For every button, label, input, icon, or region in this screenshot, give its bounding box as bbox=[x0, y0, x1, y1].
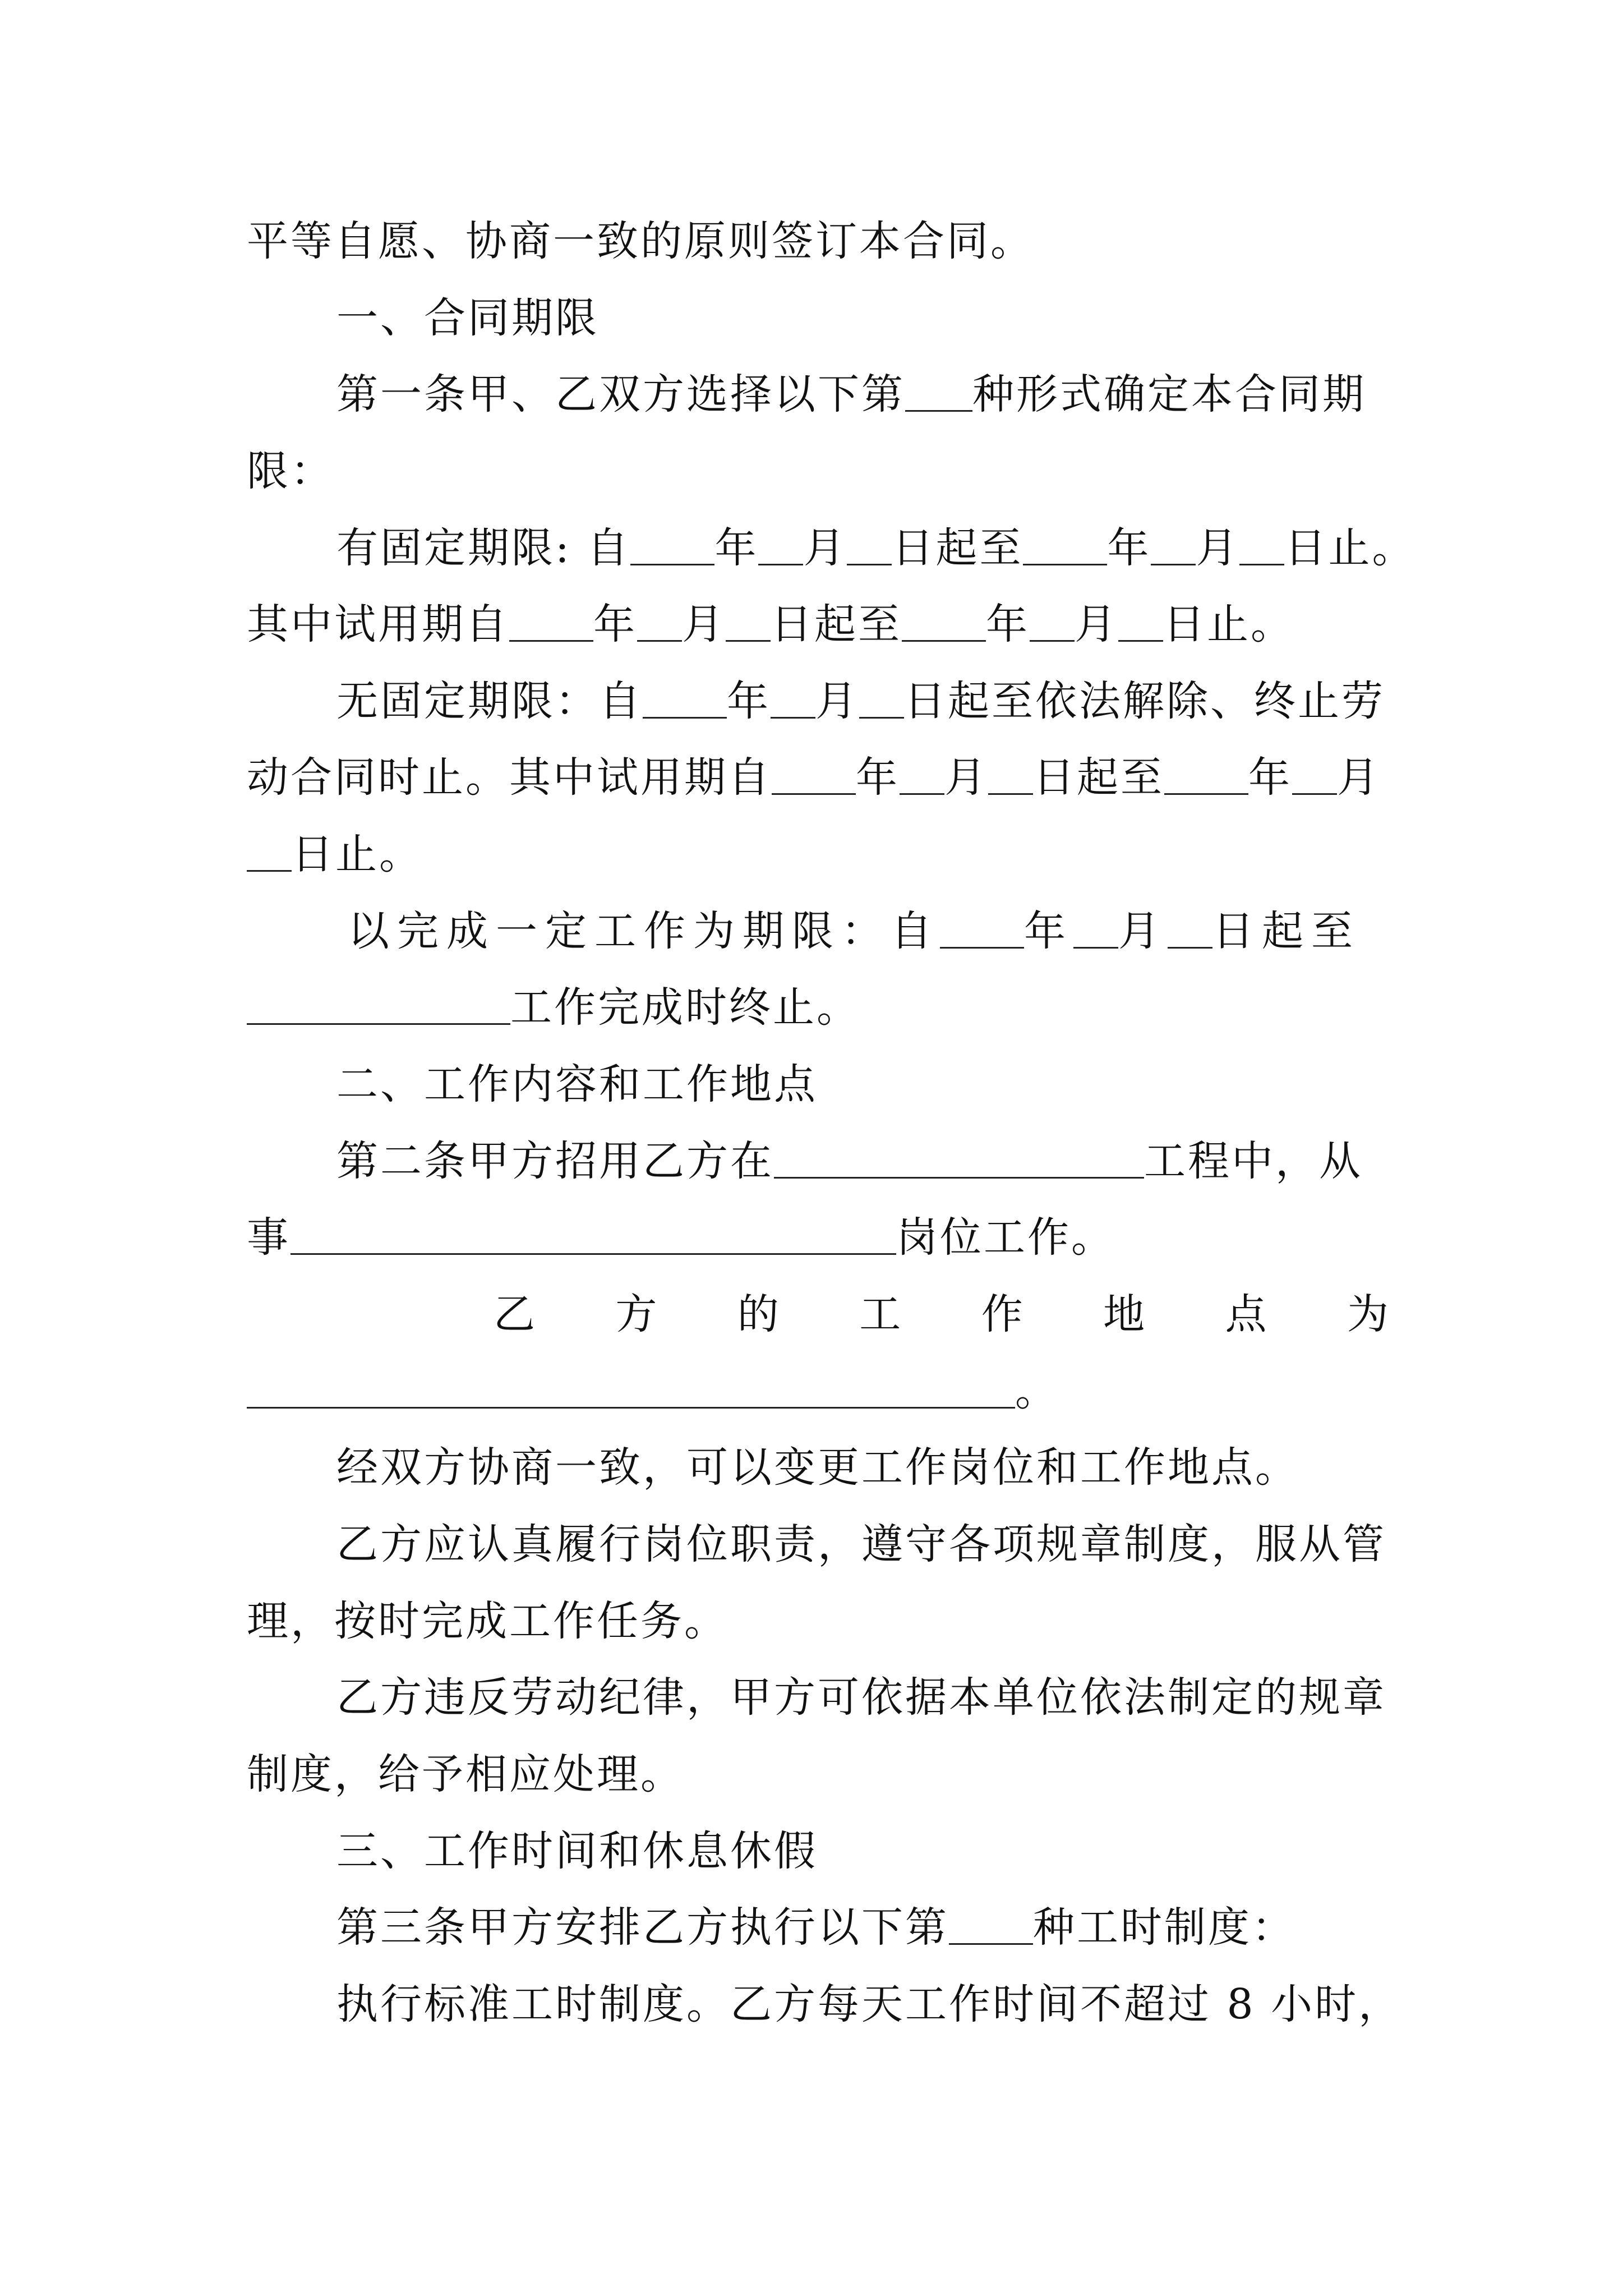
paragraph-text: 日起至 bbox=[771, 600, 902, 648]
fill-in-blank[interactable] bbox=[1073, 908, 1118, 949]
text-line bbox=[247, 1358, 1391, 1425]
fill-in-blank[interactable] bbox=[726, 601, 771, 642]
paragraph-text: 年 bbox=[714, 524, 759, 572]
paragraph-text: 日起至 bbox=[892, 524, 1023, 572]
fill-in-blank[interactable] bbox=[772, 754, 856, 795]
text-line bbox=[348, 898, 1391, 965]
paragraph-text: 日止。 bbox=[1163, 600, 1294, 648]
paragraph-text: 有固定期限: 自 bbox=[336, 524, 631, 572]
text-line bbox=[247, 591, 1391, 658]
fill-in-blank[interactable] bbox=[1030, 601, 1075, 642]
paragraph-text: 年 bbox=[1107, 524, 1151, 572]
fill-in-blank[interactable] bbox=[1151, 524, 1196, 565]
text-line bbox=[336, 361, 1391, 428]
text-line bbox=[336, 1128, 1391, 1195]
paragraph-text: 以完成一定工作为期限：自 bbox=[348, 907, 940, 955]
fill-in-blank[interactable] bbox=[1292, 754, 1337, 795]
fill-in-blank[interactable] bbox=[949, 1904, 1033, 1945]
section-heading bbox=[336, 284, 1391, 352]
text-line bbox=[336, 1971, 1403, 2038]
justified-text-line bbox=[494, 1281, 1391, 1348]
paragraph-text: 。 bbox=[1015, 1367, 1059, 1415]
heading-text: 二、工作内容和工作地点 bbox=[336, 1060, 818, 1108]
paragraph-char: 作 bbox=[981, 1290, 1025, 1338]
paragraph-text: 第一条甲、乙双方选择以下第 bbox=[336, 370, 905, 418]
paragraph-char: 乙 bbox=[494, 1290, 537, 1338]
paragraph-char: 地 bbox=[1103, 1290, 1147, 1338]
text-line bbox=[336, 1664, 1391, 1731]
paragraph-text: 第二条甲方招用乙方在 bbox=[336, 1137, 774, 1185]
paragraph-text: 年 bbox=[727, 677, 771, 725]
paragraph-char: 的 bbox=[737, 1290, 781, 1338]
paragraph-text: 经双方协商一致，可以变更工作岗位和工作地点。 bbox=[336, 1443, 1299, 1492]
fill-in-blank[interactable] bbox=[758, 524, 803, 565]
text-line bbox=[336, 1894, 1391, 1961]
fill-in-blank[interactable] bbox=[1023, 524, 1107, 565]
paragraph-text: 乙方应认真履行岗位职责，遵守各项规章制度，服从管 bbox=[336, 1520, 1386, 1568]
fill-in-blank[interactable] bbox=[291, 1214, 896, 1255]
text-line bbox=[336, 1434, 1391, 1501]
paragraph-text: 工程中，从 bbox=[1144, 1137, 1363, 1185]
paragraph-text: 年 bbox=[986, 600, 1030, 648]
paragraph-text: 月 bbox=[682, 600, 726, 648]
paragraph-char: 方 bbox=[615, 1290, 660, 1338]
paragraph-text: 年 bbox=[1248, 753, 1292, 802]
text-line bbox=[336, 514, 1416, 582]
text-line bbox=[336, 1511, 1391, 1578]
section-heading bbox=[336, 1818, 1391, 1885]
paragraph-text: 日止。 bbox=[292, 830, 423, 878]
paragraph-text: 其中试用期自 bbox=[247, 600, 509, 648]
fill-in-blank[interactable] bbox=[905, 371, 972, 412]
paragraph-text: 日起至 bbox=[1033, 753, 1164, 802]
fill-in-blank[interactable] bbox=[771, 678, 815, 719]
fill-in-blank[interactable] bbox=[859, 678, 904, 719]
paragraph-text: 种形式确定本合同期 bbox=[972, 370, 1366, 418]
paragraph-char: 工 bbox=[859, 1290, 903, 1338]
fill-in-blank[interactable] bbox=[940, 908, 1024, 949]
paragraph-text: 日起至依法解除、终止劳 bbox=[904, 677, 1385, 725]
fill-in-blank[interactable] bbox=[643, 678, 727, 719]
text-line bbox=[247, 438, 1391, 505]
fill-in-blank[interactable] bbox=[902, 601, 986, 642]
fill-in-blank[interactable] bbox=[247, 1368, 1015, 1409]
fill-in-blank[interactable] bbox=[1239, 524, 1284, 565]
fill-in-blank[interactable] bbox=[637, 601, 682, 642]
paragraph-text: 岗位工作。 bbox=[896, 1213, 1115, 1262]
paragraph-text: 年 bbox=[593, 600, 637, 648]
fill-in-blank[interactable] bbox=[1168, 908, 1212, 949]
paragraph-text: 月 bbox=[944, 753, 988, 802]
heading-text: 一、合同期限 bbox=[336, 294, 599, 342]
text-line bbox=[247, 744, 1391, 811]
paragraph-text: 日起至 bbox=[1212, 907, 1361, 955]
paragraph-text: 第三条甲方安排乙方执行以下第 bbox=[336, 1903, 949, 1952]
text-line bbox=[247, 821, 1391, 888]
paragraph-text: 月 bbox=[1118, 907, 1168, 955]
fill-in-blank[interactable] bbox=[630, 524, 714, 565]
paragraph-text: 理，按时完成工作任务。 bbox=[247, 1597, 728, 1645]
paragraph-text: 年 bbox=[1024, 907, 1073, 955]
paragraph-text: 平等自愿、协商一致的原则签订本合同。 bbox=[247, 217, 1034, 265]
paragraph-text: 制度，给予相应处理。 bbox=[247, 1750, 684, 1798]
fill-in-blank[interactable] bbox=[900, 754, 944, 795]
text-line bbox=[247, 208, 1391, 275]
heading-text: 三、工作时间和休息休假 bbox=[336, 1827, 818, 1875]
paragraph-text: 日止。 bbox=[1284, 524, 1416, 572]
fill-in-blank[interactable] bbox=[247, 984, 510, 1025]
paragraph-text: 工作完成时终止。 bbox=[510, 983, 860, 1032]
paragraph-text: 月 bbox=[1075, 600, 1118, 648]
paragraph-text: 动合同时止。其中试用期自 bbox=[247, 753, 772, 802]
paragraph-text: 限： bbox=[247, 447, 334, 495]
fill-in-blank[interactable] bbox=[774, 1138, 1144, 1179]
fill-in-blank[interactable] bbox=[847, 524, 892, 565]
paragraph-text: 年 bbox=[856, 753, 900, 802]
text-line bbox=[247, 1204, 1391, 1271]
text-line bbox=[247, 974, 1391, 1041]
paragraph-text: 乙方违反劳动纪律，甲方可依据本单位依法制定的规章 bbox=[336, 1673, 1386, 1722]
text-line bbox=[336, 668, 1391, 735]
paragraph-text: 月 bbox=[803, 524, 847, 572]
paragraph-char: 点 bbox=[1225, 1290, 1269, 1338]
paragraph-text: 执行标准工时制度。乙方每天工作时间不超过 8 小时， bbox=[336, 1980, 1403, 2028]
paragraph-text: 月 bbox=[815, 677, 859, 725]
fill-in-blank[interactable] bbox=[1118, 601, 1163, 642]
paragraph-text: 月 bbox=[1337, 753, 1381, 802]
text-line bbox=[247, 1741, 1391, 1808]
section-heading bbox=[336, 1051, 1391, 1118]
paragraph-text: 月 bbox=[1196, 524, 1240, 572]
paragraph-text: 无固定期限：自 bbox=[336, 677, 643, 725]
text-line bbox=[247, 1588, 1391, 1655]
paragraph-char: 为 bbox=[1347, 1290, 1391, 1338]
fill-in-blank[interactable] bbox=[988, 754, 1033, 795]
paragraph-text: 事 bbox=[247, 1213, 291, 1262]
paragraph-text: 种工时制度： bbox=[1033, 1903, 1295, 1952]
fill-in-blank[interactable] bbox=[509, 601, 593, 642]
fill-in-blank[interactable] bbox=[1164, 754, 1248, 795]
fill-in-blank[interactable] bbox=[247, 831, 292, 872]
